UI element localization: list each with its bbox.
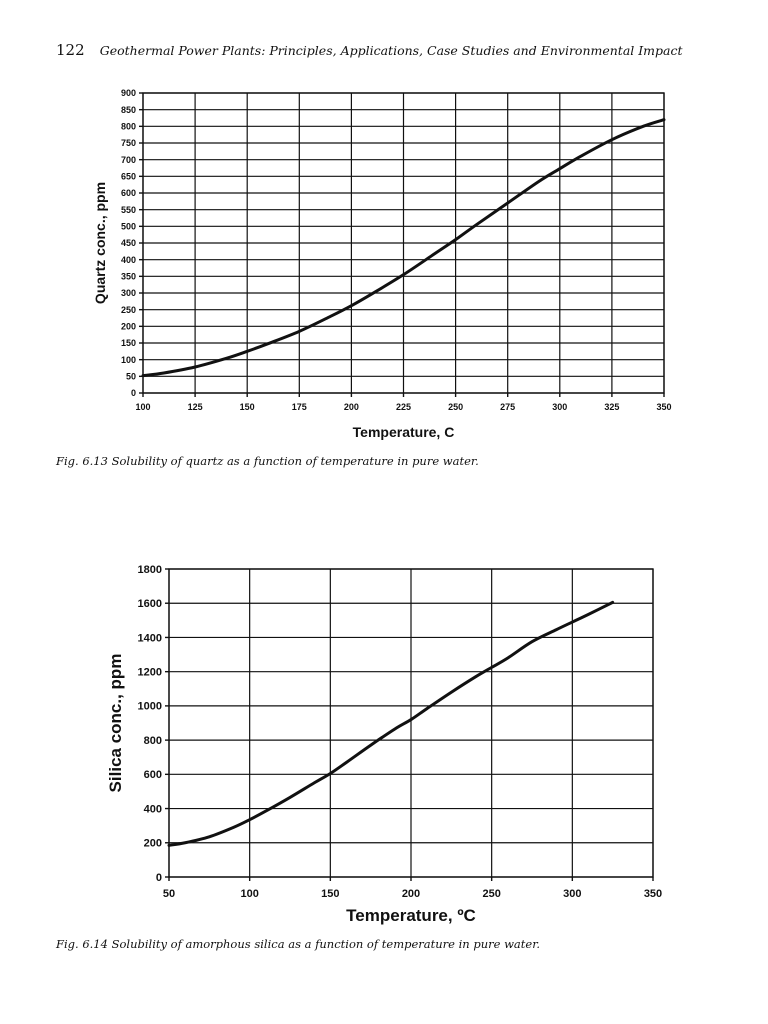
x-axis-title: Temperature, ºC — [346, 906, 476, 925]
x-tick-label: 50 — [162, 888, 176, 900]
y-tick-label: 750 — [120, 138, 136, 149]
x-tick-label: 350 — [643, 888, 663, 900]
y-tick-label: 1200 — [137, 666, 162, 679]
x-axis-title: Temperature, C — [352, 424, 455, 440]
x-tick-label: 250 — [482, 888, 501, 900]
y-tick-label: 50 — [125, 371, 136, 382]
y-tick-label: 650 — [120, 171, 136, 182]
y-tick-label: 600 — [120, 188, 136, 199]
running-title: Geothermal Power Plants: Principles, Applications, Case Studies and Environmental Impact — [99, 43, 683, 58]
x-tick-label: 300 — [552, 402, 568, 412]
y-tick-label: 200 — [120, 321, 136, 332]
y-tick-label: 400 — [143, 803, 162, 816]
x-tick-label: 100 — [240, 888, 259, 900]
x-tick-label: 275 — [500, 402, 516, 412]
y-tick-label: 1000 — [137, 700, 162, 713]
x-tick-label: 175 — [291, 402, 307, 412]
x-tick-label: 350 — [656, 402, 672, 412]
x-tick-label: 300 — [563, 888, 582, 900]
y-tick-label: 700 — [120, 154, 136, 165]
y-axis-title: Quartz conc., ppm — [92, 181, 108, 305]
x-tick-label: 150 — [239, 402, 255, 412]
x-tick-label: 225 — [395, 402, 412, 412]
y-tick-label: 0 — [130, 388, 136, 399]
y-tick-label: 1600 — [137, 598, 162, 611]
y-tick-label: 0 — [155, 871, 162, 884]
y-tick-label: 400 — [120, 254, 136, 265]
page-number: 122 — [56, 41, 85, 59]
y-tick-label: 350 — [120, 271, 136, 282]
figure-caption-6-13: Fig. 6.13 Solubility of quartz as a function of temperature in pure water. — [56, 454, 479, 468]
y-tick-label: 800 — [120, 121, 136, 132]
x-tick-label: 150 — [321, 888, 340, 900]
x-tick-label: 325 — [604, 402, 620, 412]
gridlines — [169, 569, 653, 877]
y-tick-label: 850 — [120, 104, 136, 115]
y-tick-label: 450 — [120, 238, 136, 249]
y-tick-label: 800 — [143, 734, 162, 747]
x-tick-label: 250 — [448, 402, 464, 412]
y-axis-title: Silica conc., ppm — [106, 653, 125, 793]
x-tick-label: 125 — [187, 402, 203, 412]
y-tick-label: 550 — [120, 204, 136, 215]
y-tick-label: 150 — [120, 338, 136, 349]
x-tick-label: 200 — [343, 402, 359, 412]
y-tick-label: 300 — [120, 288, 136, 299]
figure-caption-6-14: Fig. 6.14 Solubility of amorphous silica as a function of temperature in pure water. — [56, 937, 541, 951]
y-tick-label: 1400 — [137, 632, 162, 645]
y-tick-label: 900 — [120, 88, 136, 99]
y-tick-label: 100 — [120, 354, 136, 365]
y-tick-label: 1800 — [137, 563, 162, 576]
y-tick-label: 250 — [120, 304, 136, 315]
y-tick-label: 200 — [143, 837, 162, 850]
x-tick-label: 200 — [401, 888, 421, 900]
x-tick-label: 100 — [135, 402, 151, 412]
y-tick-label: 600 — [143, 769, 162, 782]
y-tick-label: 500 — [120, 221, 136, 232]
